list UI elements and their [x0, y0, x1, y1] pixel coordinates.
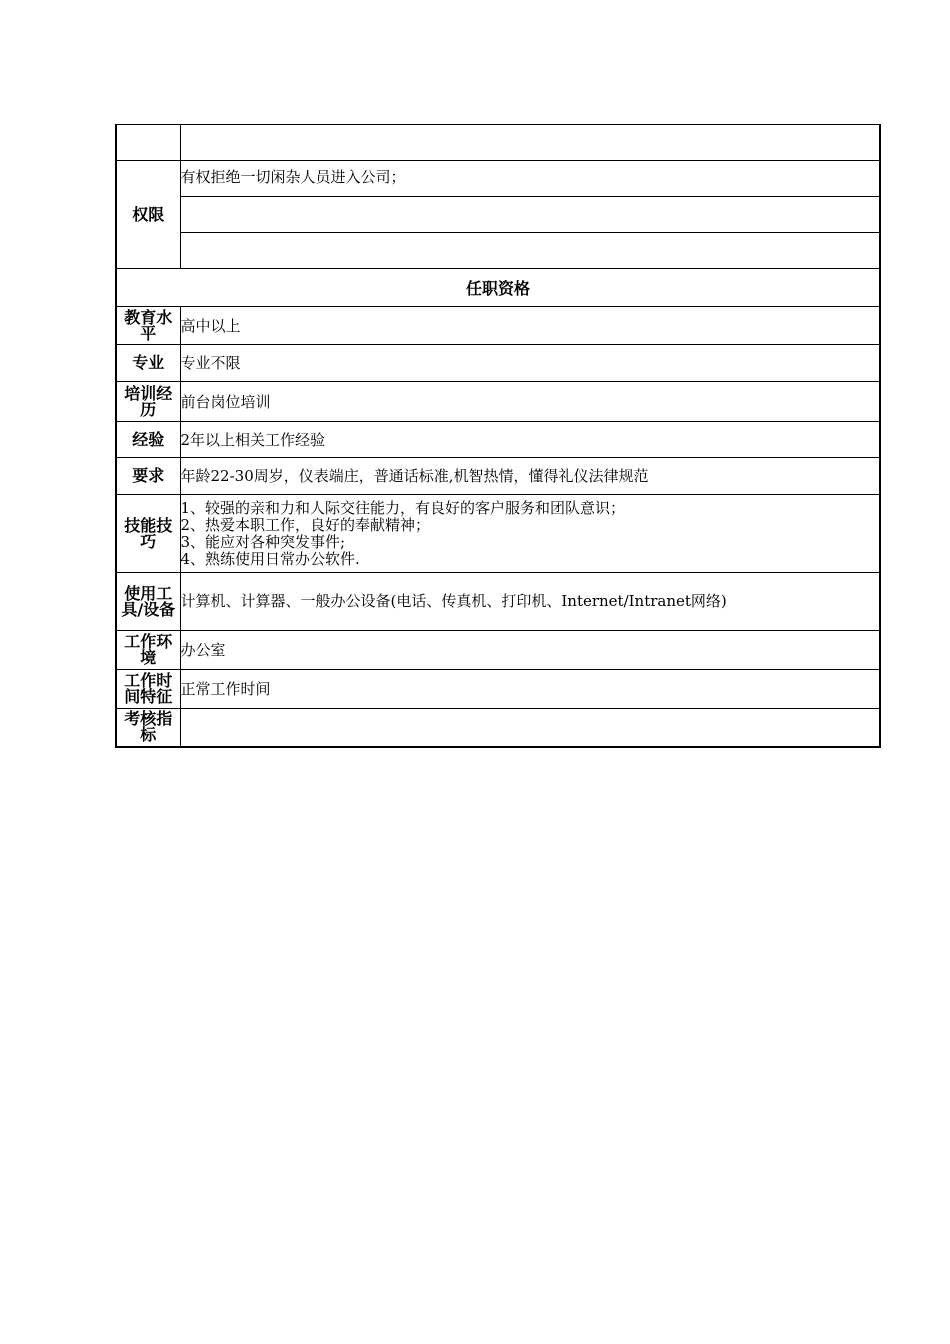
table-row	[116, 233, 880, 269]
training-value: 前台岗位培训	[180, 382, 880, 422]
education-value: 高中以上	[180, 307, 880, 345]
assessment-value	[180, 709, 880, 747]
work-time-label: 工作时间特征	[116, 670, 180, 709]
empty-label-cell	[116, 125, 180, 161]
authority-row-2	[180, 197, 880, 233]
requirements-value: 年龄22-30周岁，仪表端庄，普通话标准,机智热情，懂得礼仪法律规范	[180, 458, 880, 495]
tools-value: 计算机、计算器、一般办公设备(电话、传真机、打印机、Internet/Intranet网络)	[180, 573, 880, 631]
job-description-table	[115, 124, 881, 748]
authority-row-0	[180, 125, 880, 161]
requirements-label: 要求	[116, 458, 180, 495]
authority-row-3	[180, 233, 880, 269]
skills-value: 1、较强的亲和力和人际交往能力，有良好的客户服务和团队意识； 2、热爱本职工作，良好的奉献精神； 3、能应对各种突发事件; 4、熟练使用日常办公软件.	[180, 495, 880, 573]
table-row	[116, 125, 880, 161]
environment-label: 工作环境	[116, 631, 180, 670]
assessment-label: 考核指标	[116, 709, 180, 747]
authority-row-1: 有权拒绝一切闲杂人员进入公司；	[180, 161, 880, 197]
table-row	[116, 345, 880, 382]
table-row	[116, 495, 880, 573]
table-row	[116, 458, 880, 495]
tools-label: 使用工具/设备	[116, 573, 180, 631]
table-row	[116, 269, 880, 307]
major-label: 专业	[116, 345, 180, 382]
table-row	[116, 709, 880, 747]
qualifications-title: 任职资格	[116, 269, 880, 307]
table-row	[116, 422, 880, 458]
experience-label: 经验	[116, 422, 180, 458]
table-row	[116, 307, 880, 345]
work-time-value: 正常工作时间	[180, 670, 880, 709]
table-row	[116, 631, 880, 670]
table-row	[116, 670, 880, 709]
environment-value: 办公室	[180, 631, 880, 670]
authority-label: 权限	[116, 161, 180, 269]
table-row	[116, 573, 880, 631]
table-row	[116, 161, 880, 197]
table-row	[116, 382, 880, 422]
major-value: 专业不限	[180, 345, 880, 382]
experience-value: 2年以上相关工作经验	[180, 422, 880, 458]
training-label: 培训经历	[116, 382, 180, 422]
skills-label: 技能技巧	[116, 495, 180, 573]
table-row	[116, 197, 880, 233]
education-label: 教育水平	[116, 307, 180, 345]
